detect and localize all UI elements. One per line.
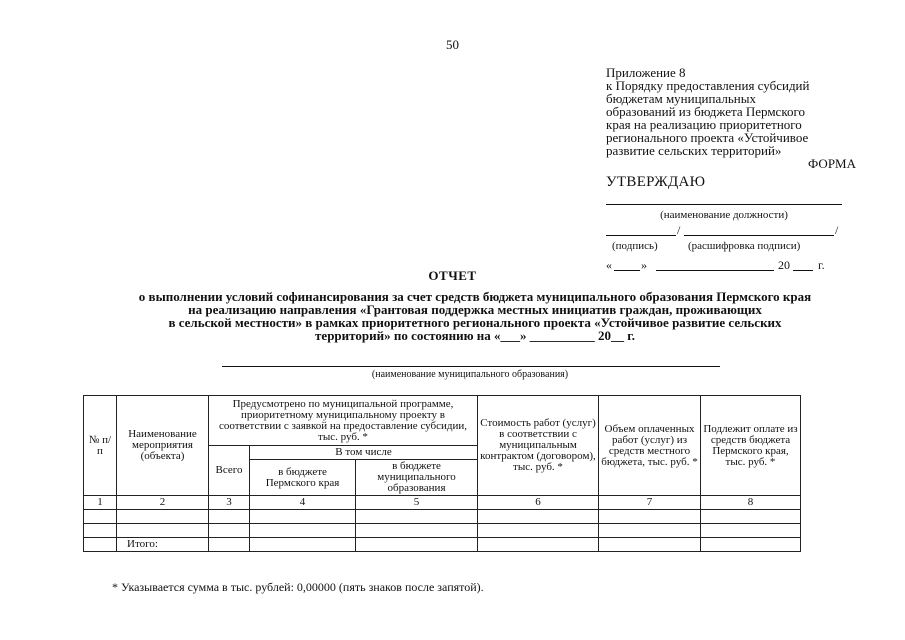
decoding-line bbox=[684, 235, 834, 236]
report-subtitle bbox=[60, 290, 890, 342]
appendix-line: Приложение 8 bbox=[606, 65, 686, 80]
header-planned: Предусмотрено по муниципальной программе, приоритетному муниципальному проекту в соответствии с заявкой на предоставление субсидии, тыс. руб. * bbox=[209, 396, 478, 446]
column-number: 7 bbox=[599, 496, 701, 510]
header-mun-budget: в бюджете муниципального образования bbox=[356, 460, 478, 496]
footnote: * Указывается сумма в тыс. рублей: 0,00000 (пять знаков после запятой). bbox=[112, 580, 484, 594]
column-number: 3 bbox=[209, 496, 250, 510]
header-paid: Объем оплаченных работ (услуг) из средств местного бюджета, тыс. руб. * bbox=[599, 396, 701, 496]
appendix-line: края на реализацию приоритетного bbox=[606, 117, 802, 132]
subtitle-line: о выполнении условий софинансирования за счет средств бюджета муниципального образования Пермского края bbox=[138, 289, 812, 304]
subtitle-line: на реализацию направления «Грантовая поддержка местных инициатив граждан, проживающих bbox=[188, 302, 762, 317]
slash-end: / bbox=[835, 223, 839, 237]
header-perm-budget: в бюджете Пермского края bbox=[250, 460, 356, 496]
form-label: ФОРМА bbox=[808, 156, 856, 171]
header-including: В том числе bbox=[250, 446, 478, 460]
approve-title: УТВЕРЖДАЮ bbox=[606, 174, 706, 190]
slash: / bbox=[677, 223, 681, 237]
report-title: ОТЧЕТ bbox=[428, 268, 477, 283]
signature-line bbox=[606, 235, 676, 236]
appendix-line: развитие сельских территорий» bbox=[606, 143, 782, 158]
appendix-line: к Порядку предоставления субсидий bbox=[606, 78, 810, 93]
header-cost: Стоимость работ (услуг) в соответствии с муниципальным контрактом (договором), тыс. руб. * bbox=[478, 396, 599, 496]
table-row-numbers bbox=[84, 496, 801, 510]
header-num: № п/п bbox=[84, 396, 117, 496]
appendix-line: регионального проекта «Устойчивое bbox=[606, 130, 809, 145]
appendix-line: образований из бюджета Пермского bbox=[606, 104, 805, 119]
municipality-caption: (наименование муниципального образования) bbox=[371, 369, 569, 380]
subtitle-line: территорий» по состоянию на «___» __________ 20__ г. bbox=[315, 328, 635, 343]
date-year-prefix: 20 bbox=[778, 258, 790, 272]
appendix-header bbox=[606, 66, 876, 157]
date-close-quote: » bbox=[641, 258, 647, 272]
table-row bbox=[84, 510, 801, 524]
decoding-caption: (расшифровка подписи) bbox=[688, 240, 801, 252]
header-name: Наименование мероприятия (объекта) bbox=[117, 396, 209, 496]
table-row bbox=[84, 524, 801, 538]
column-number: 6 bbox=[478, 496, 599, 510]
municipality-line bbox=[222, 366, 720, 367]
signature-caption: (подпись) bbox=[612, 240, 658, 252]
column-number: 4 bbox=[250, 496, 356, 510]
table-row-total bbox=[84, 538, 801, 552]
appendix-line: бюджетам муниципальных bbox=[606, 91, 756, 106]
header-payable: Подлежит оплате из средств бюджета Пермского края, тыс. руб. * bbox=[701, 396, 801, 496]
total-label: Итого: bbox=[117, 538, 209, 552]
column-number: 8 bbox=[701, 496, 801, 510]
column-number: 2 bbox=[117, 496, 209, 510]
page-number: 50 bbox=[446, 37, 459, 52]
column-number: 1 bbox=[84, 496, 117, 510]
report-table bbox=[83, 395, 801, 552]
position-line bbox=[606, 204, 842, 205]
column-number: 5 bbox=[356, 496, 478, 510]
date-open-quote: « bbox=[606, 258, 612, 272]
position-caption: (наименование должности) bbox=[660, 209, 788, 221]
date-year-suffix: г. bbox=[818, 258, 825, 272]
header-total: Всего bbox=[209, 446, 250, 496]
subtitle-line: в сельской местности» в рамках приоритетного регионального проекта «Устойчивое развитие сельских bbox=[168, 315, 782, 330]
